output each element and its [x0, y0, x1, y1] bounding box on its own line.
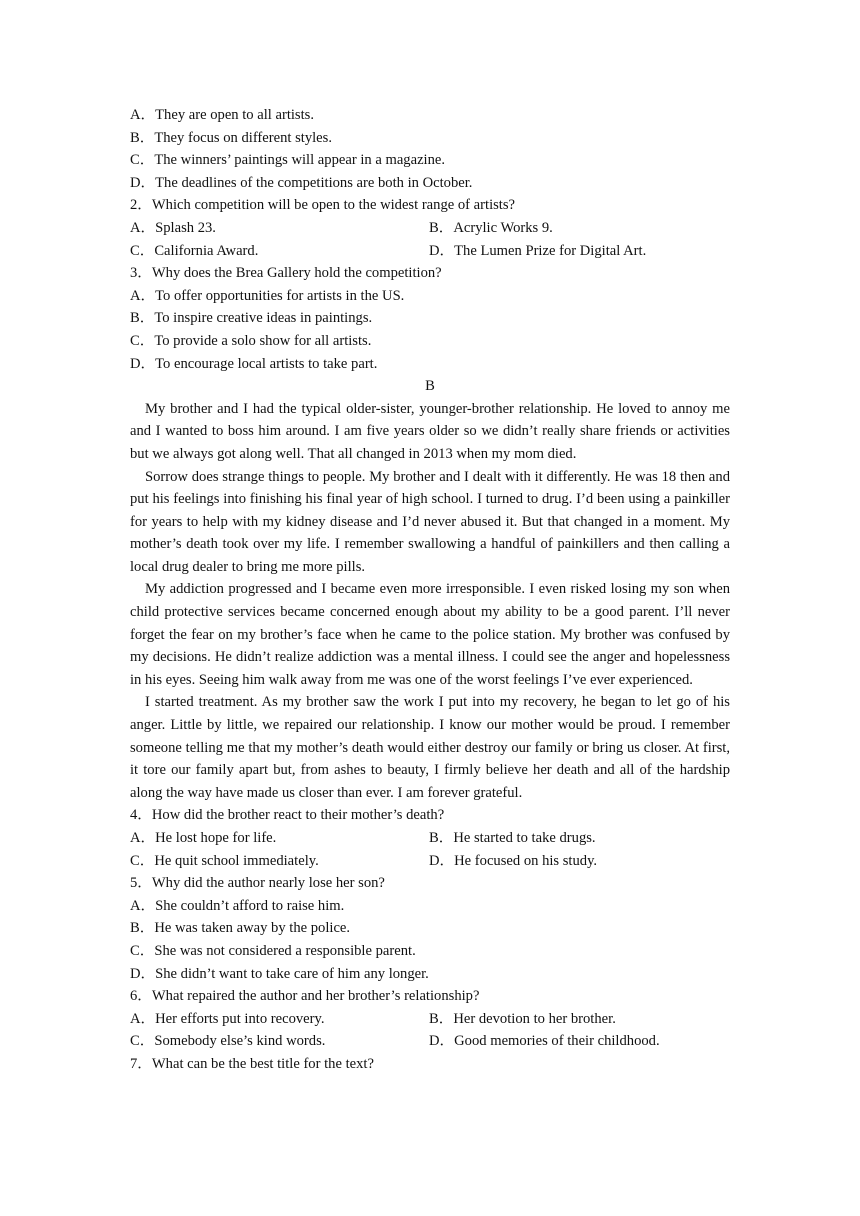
- passage-paragraph: I started treatment. As my brother saw the work I put into my recovery, he began to let go of his anger. Little by little, we repaired our relationship. I know our mother would be proud. I remember someone telling me that my mother’s death would either destroy our family or bring us closer. At first, it tore our family apart but, from ashes to beauty, I firmly believe her death and all of the hardship along the way have made us closer than ever. I am forever grateful.: [130, 694, 730, 801]
- q2-option-b: B．Acrylic Works 9.: [429, 219, 553, 236]
- q1-option-d: D．The deadlines of the competitions are both in October.: [130, 174, 473, 191]
- passage-paragraph: My brother and I had the typical older-sister, younger-brother relationship. He loved to annoy me and I wanted to boss him around. I am five years older so we didn’t really share friends or activities but we always got along well. That all changed in 2013 when my mom died.: [130, 400, 730, 462]
- q1-option-c: C．The winners’ paintings will appear in a magazine.: [130, 152, 446, 169]
- q4-options-row-2: [130, 850, 730, 873]
- q7-stem: 7．What can be the best title for the text?: [130, 1055, 374, 1072]
- q3-option-d: D．To encourage local artists to take part.: [130, 355, 378, 372]
- document-page: [130, 104, 730, 1076]
- q2-stem: 2．Which competition will be open to the widest range of artists?: [130, 197, 516, 214]
- q5-option-b: B．He was taken away by the police.: [130, 920, 351, 937]
- q5-option-a: A．She couldn’t afford to raise him.: [130, 897, 345, 914]
- q5-option-c: C．She was not considered a responsible parent.: [130, 942, 416, 959]
- q6-option-b: B．Her devotion to her brother.: [429, 1010, 616, 1027]
- q3-option-a: A．To offer opportunities for artists in the US.: [130, 287, 405, 304]
- q1-option-b: B．They focus on different styles.: [130, 129, 332, 146]
- q5-stem: 5．Why did the author nearly lose her son?: [130, 875, 385, 892]
- q6-option-d: D．Good memories of their childhood.: [429, 1033, 660, 1050]
- question-3: [130, 262, 730, 375]
- q4-option-b: B．He started to take drugs.: [429, 830, 596, 846]
- q2-options-row-1: [130, 217, 730, 240]
- q2-option-d: D．The Lumen Prize for Digital Art.: [429, 242, 647, 259]
- q4-option-c: C．He quit school immediately.: [130, 852, 319, 869]
- q4-stem: 4．How did the brother react to their mother’s death?: [130, 807, 445, 824]
- q4-options-row-1: [130, 827, 730, 850]
- q2-option-c: C．California Award.: [130, 242, 259, 259]
- q6-stem: 6．What repaired the author and her brother’s relationship?: [130, 988, 480, 1005]
- q6-options-row-2: [130, 1030, 730, 1053]
- question-6: [130, 985, 730, 1053]
- q6-option-a: A．Her efforts put into recovery.: [130, 1010, 325, 1027]
- q3-option-b: B．To inspire creative ideas in paintings.: [130, 310, 373, 327]
- question-2: [130, 194, 730, 262]
- passage: [130, 398, 730, 805]
- question-7: [130, 1053, 730, 1076]
- q6-option-c: C．Somebody else’s kind words.: [130, 1033, 326, 1050]
- question-4: [130, 804, 730, 872]
- question-5: [130, 872, 730, 985]
- q6-options-row-1: [130, 1008, 730, 1031]
- passage-paragraph: Sorrow does strange things to people. My brother and I dealt with it differently. He was 18 then and put his feelings into finishing his final year of high school. I turned to drug. I’d been using a painkiller for years to help with my kidney disease and I’d never abused it. But that changed in a moment. My mother’s death took over my life. I remember swallowing a handful of painkillers and then calling a local drug dealer to bring me more pills.: [130, 468, 730, 575]
- q4-option-a: A．He lost hope for life.: [130, 830, 277, 846]
- q4-option-d: D．He focused on his study.: [429, 852, 598, 869]
- question-1-options: [130, 104, 730, 194]
- q2-option-a: A．Splash 23.: [130, 219, 216, 236]
- q3-stem: 3．Why does the Brea Gallery hold the competition?: [130, 265, 442, 282]
- q5-option-d: D．She didn’t want to take care of him any longer.: [130, 965, 429, 982]
- section-heading: B: [425, 378, 435, 395]
- q1-option-a: A．They are open to all artists.: [130, 107, 314, 123]
- passage-paragraph: My addiction progressed and I became even more irresponsible. I even risked losing my son when child protective services became concerned enough about my ability to be a good parent. I’ll never forget the fear on my brother’s face when he came to the police station. My brother was confused by my decisions. He didn’t realize addiction was a mental illness. I could see the anger and hopelessness in his eyes. Seeing him walk away from me was one of the worst feelings I’ve ever experienced.: [130, 581, 730, 688]
- q2-options-row-2: [130, 240, 730, 263]
- q3-option-c: C．To provide a solo show for all artists.: [130, 332, 372, 349]
